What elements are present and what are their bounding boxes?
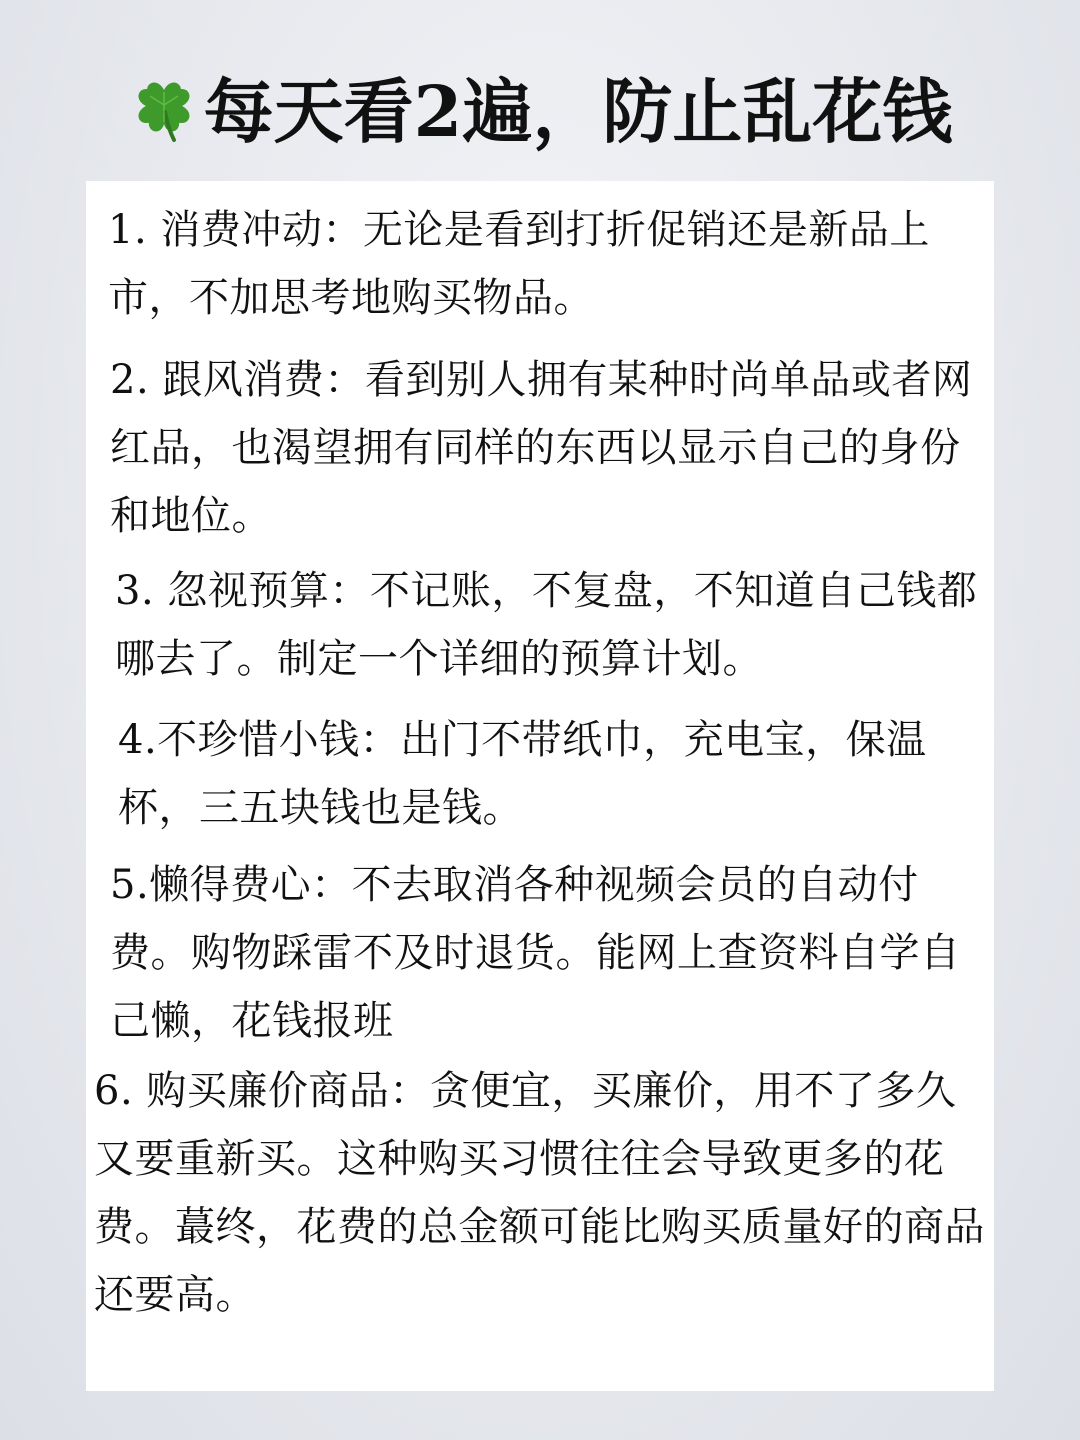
tip-item-2: 2. 跟风消费：看到别人拥有某种时尚单品或者网红品，也渴望拥有同样的东西以显示自己的身份和地位。 [110, 357, 973, 539]
tip-item-3: 3. 忽视预算：不记账，不复盘，不知道自己钱都哪去了。制定一个详细的预算计划。 [115, 568, 978, 682]
tip-item-5: 5.懒得费心：不去取消各种视频会员的自动付费。购物踩雷不及时退货。能网上查资料自学自己懒，花钱报班 [110, 862, 961, 1044]
tip-item-6: 6. 购买廉价商品：贪便宜，买廉价，用不了多久又要重新买。这种购买习惯往往会导致更多的花费。蕞终，花费的总金额可能比购买质量好的商品还要高。 [94, 1068, 985, 1318]
tip-item-1: 1. 消费冲动：无论是看到打折促销还是新品上市，不加思考地购买物品。 [108, 207, 930, 321]
page-title-text: 每天看2遍，防止乱花钱 [203, 70, 953, 153]
four-leaf-clover-icon [128, 70, 200, 142]
page-title [0, 62, 1080, 162]
tip-item-4: 4.不珍惜小钱：出门不带纸巾，充电宝，保温杯，三五块钱也是钱。 [118, 717, 927, 831]
